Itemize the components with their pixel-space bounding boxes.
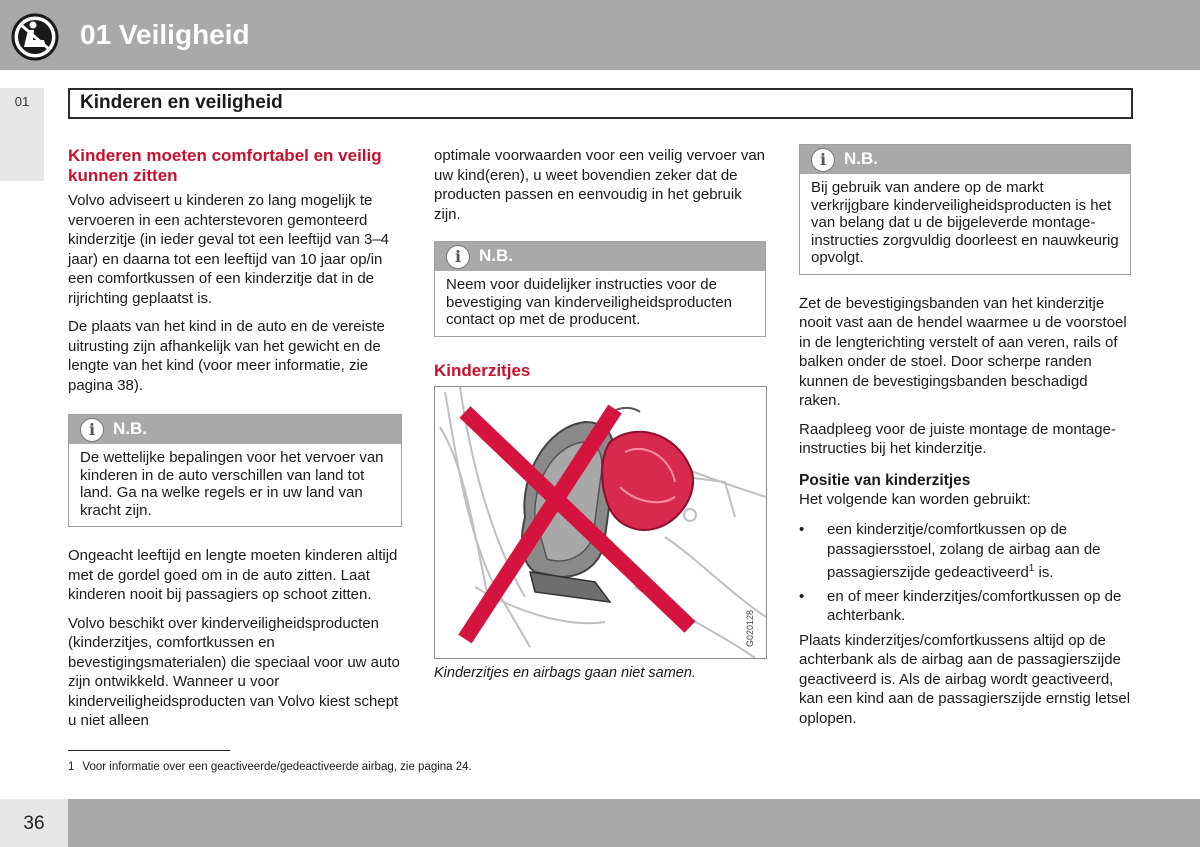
figure-code: G020128 (745, 609, 755, 647)
note-box-label: N.B. (479, 246, 513, 265)
paragraph: Volvo adviseert u kinderen zo lang mogelijk te vervoeren in een achterstevoren gemonteerd kinderzitje (in ieder geval tot een leeftijd van 3–4 jaar) en daarna tot een leeftijd van 10 jaar op/in een comfortkussen of een kinderzitje dat in de rijrichting geplaatst is. (68, 192, 390, 307)
list-item-text: en of meer kinderzitjes/comfortkussen op de achterbank. (827, 587, 1122, 624)
illustration-child-seat-airbag (434, 386, 767, 659)
kinderzitjes-heading: Kinderzitjes (434, 361, 531, 380)
note-box-header (800, 145, 1130, 174)
note-box-header (435, 242, 765, 271)
footnote (68, 760, 472, 774)
paragraph: Zet de bevestigingsbanden van het kinderzitje nooit vast aan de hendel waarmee u de voorstoel in de lengterichting verstelt of aan veren, rails of balken onder de stoel. Door scherpe randen kunnen de bevestigingsbanden beschadigd raken. (799, 294, 1127, 409)
figure-caption: Kinderzitjes en airbags gaan niet samen. (434, 665, 696, 681)
list-item (799, 587, 1131, 626)
footnote-marker: 1 (68, 761, 75, 773)
footnote-rule (68, 750, 230, 751)
footnote-text: Voor informatie over een geactiveerde/gedeactiveerde airbag, zie pagina 24. (82, 761, 472, 773)
column-1-heading: Kinderen moeten comfortabel en veilig kunnen zitten (68, 146, 382, 185)
column-3 (799, 144, 1131, 728)
note-box-label: N.B. (113, 419, 147, 438)
note-box-header (69, 415, 401, 444)
info-icon: i (80, 418, 104, 442)
header-icon-area (0, 0, 70, 70)
info-icon: i (446, 245, 470, 269)
chapter-title: 01 Veiligheid (80, 19, 250, 50)
column-2 (434, 146, 766, 337)
paragraph: Plaats kinderzitjes/comfortkussens altijd op de achterbank als de airbag aan de passagierszijde geactiveerd is. Als de airbag wordt geactiveerd, kan een kind aan de passagierszijde ernstig letsel oplopen. (799, 631, 1131, 727)
note-box-text: De wettelijke bepalingen voor het vervoer van kinderen in de auto verschillen van land tot land. Ga na welke regels er in uw land van kracht zijn. (80, 449, 384, 519)
note-box (434, 241, 766, 337)
note-box-text: Neem voor duidelijker instructies voor de bevestiging van kinderveiligheidsproducten contact op met de producent. (446, 276, 733, 328)
paragraph: optimale voorwaarden voor een veilig vervoer van uw kind(eren), u weet bovendien zeker dat de producten passen en eenvoudig in het gebruik zijn. (434, 147, 766, 223)
child-seat-safety-icon (0, 0, 70, 70)
list-item (799, 520, 1131, 583)
note-box-text: Bij gebruik van andere op de markt verkrijgbare kinderveiligheidsproducten is het van belang dat u de bijgeleverde montage-instructies zorgvuldig doorleest en nauwkeurig opvolgt. (811, 179, 1119, 266)
note-box (68, 414, 402, 527)
section-title: Kinderen en veiligheid (80, 92, 283, 113)
paragraph: Volvo beschikt over kinderveiligheidsproducten (kinderzitjes, comfortkussen en bevestigingsmaterialen) die speciaal voor uw auto zijn ontwikkeld. Wanneer u voor kinderveiligheidsproducten van Volvo kiest schept u niet alleen (68, 614, 400, 729)
list-item-text: een kinderzitje/comfortkussen op de passagiersstoel, zolang de airbag aan de passagierszijde gedeactiveerd (827, 521, 1101, 581)
paragraph: Raadpleeg voor de juiste montage de montage-instructies bij het kinderzitje. (799, 420, 1116, 457)
info-icon: i (811, 148, 835, 172)
note-box-label: N.B. (844, 149, 878, 168)
page-number: 36 (23, 813, 45, 834)
paragraph: De plaats van het kind in de auto en de vereiste uitrusting zijn afhankelijk van het gewicht en de lengte van het kind (voor meer informatie, zie pagina 38). (68, 318, 385, 394)
side-chapter-tab-label: 01 (14, 94, 30, 109)
subheading: Positie van kinderzitjes (799, 471, 971, 489)
bullet-list (799, 520, 1131, 626)
list-item-text-end: is. (1034, 564, 1054, 581)
note-box (799, 144, 1131, 275)
footnote-ref: 1 (1028, 563, 1035, 574)
footer-bar (68, 799, 1200, 847)
column-1 (68, 146, 402, 731)
paragraph: Ongeacht leeftijd en lengte moeten kinderen altijd met de gordel goed om in de auto zitten. Laat kinderen nooit bij passagiers op schoot zitten. (68, 547, 398, 603)
paragraph: Het volgende kan worden gebruikt: (799, 490, 1031, 508)
child-seat-airbag-drawing (435, 387, 766, 658)
